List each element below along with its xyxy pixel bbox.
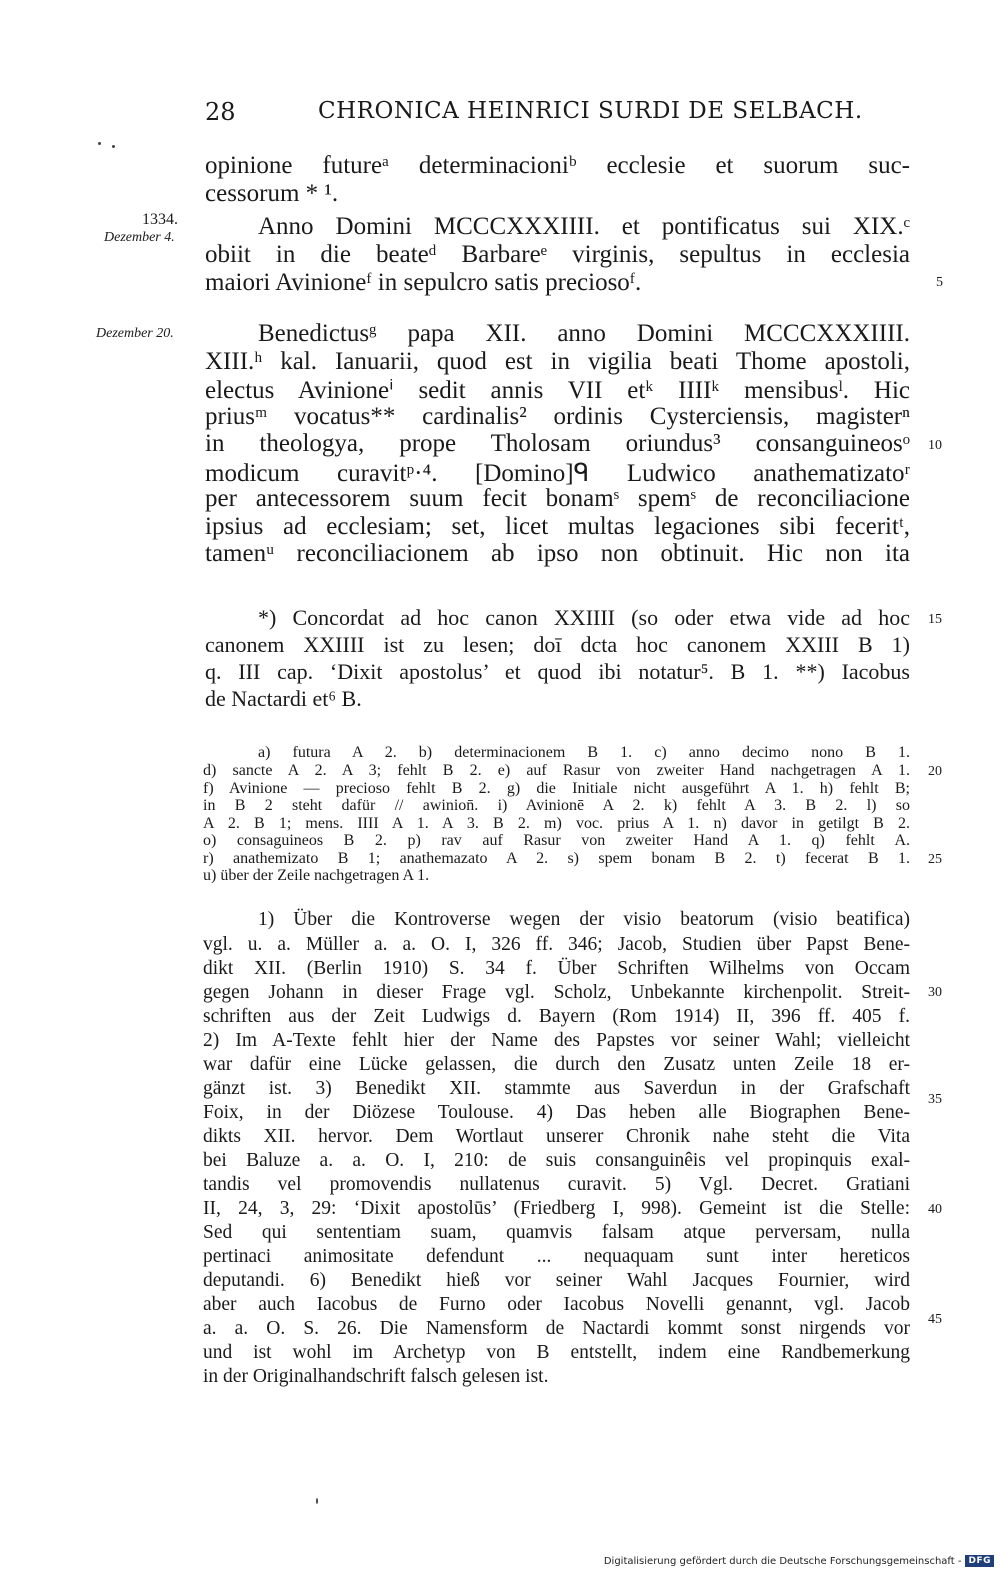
- dfg-logo: DFG: [965, 1555, 994, 1567]
- line-number: 30: [928, 985, 942, 1000]
- page-number: 28: [205, 98, 236, 126]
- main-text-line: obiit in die beateᵈ Barbareᵉ virginis, sepultus in ecclesia: [205, 241, 910, 268]
- note-line: 2) Im A-Texte fehlt hier der Name des Papstes vor seiner Wahl; vielleicht: [203, 1030, 910, 1051]
- note-line: schriften aus der Zeit Ludwigs d. Bayern (Rom 1914) II, 396 ff. 405 f.: [203, 1006, 910, 1027]
- note-line: tandis vel promovendis nullatenus curavit. 5) Vgl. Decret. Gratiani: [203, 1174, 910, 1195]
- main-text-line: per antecessorem suum fecit bonamˢ spemˢ de reconciliacione: [205, 485, 910, 512]
- apparatus-line: u) über der Zeile nachgetragen A 1.: [203, 867, 430, 884]
- main-text-line: modicum curavitᵖ·⁴. [Domino]ᑫ Ludwico anathematizatoʳ: [205, 460, 910, 487]
- main-text-line: Anno Domini MCCCXXXIIII. et pontificatus sui XIX.ᶜ: [258, 213, 910, 240]
- star-note-line: de Nactardi et⁶ B.: [205, 686, 362, 711]
- star-note-line: *) Concordat ad hoc canon XXIIII (so oder etwa vide ad hoc: [258, 605, 910, 630]
- note-line: war dafür eine Lücke gelassen, die durch den Zusatz unten Zeile 18 er-: [203, 1054, 910, 1075]
- digitization-credit: [604, 1555, 994, 1567]
- note-line: und ist wohl im Archetyp von B entstellt, indem eine Randbemerkung: [203, 1342, 910, 1363]
- running-title: CHRONICA HEINRICI SURDI DE SELBACH.: [318, 98, 863, 124]
- note-line: dikts XII. hervor. Dem Wortlaut unserer Chronik nahe steht die Vita: [203, 1126, 910, 1147]
- apparatus-line: r) anathemizato B 1; anathemazato A 2. s) spem bonam B 2. t) fecerat B 1.: [203, 850, 910, 867]
- note-line: Sed qui sententiam suam, quamvis falsam atque perversam, nulla: [203, 1222, 910, 1243]
- main-text-line: ipsius ad ecclesiam; set, licet multas legaciones sibi feceritᵗ,: [205, 513, 910, 540]
- scan-speck: [316, 1498, 318, 1504]
- star-note-line: q. III cap. ‘Dixit apostolus’ et quod ibi notatur⁵. B 1. **) Iacobus: [205, 659, 910, 684]
- line-number: 20: [928, 764, 942, 779]
- main-text-line: cessorum * ¹.: [205, 180, 339, 207]
- note-line: in der Originalhandschrift falsch gelesen ist.: [203, 1366, 549, 1387]
- note-line: bei Baluze a. a. O. I, 210: de suis consanguinêis vel propinquis exal-: [203, 1150, 910, 1171]
- note-line: 1) Über die Kontroverse wegen der visio beatorum (visio beatifica): [258, 909, 910, 930]
- apparatus-line: o) consaguineos B 2. p) rav auf Rasur von zweiter Hand A 1. q) fehlt A.: [203, 832, 910, 849]
- line-number: 5: [936, 275, 943, 290]
- note-line: pertinaci animositate defendunt ... nequaquam sunt inter hereticos: [203, 1246, 910, 1267]
- line-number: 45: [928, 1312, 942, 1327]
- apparatus-line: d) sancte A 2. A 3; fehlt B 2. e) auf Rasur von zweiter Hand nachgetragen A 1.: [203, 762, 910, 779]
- margin-date: Dezember 4.: [104, 230, 175, 245]
- main-text-line: maiori Avinioneᶠ in sepulcro satis preciosoᶠ.: [205, 269, 642, 296]
- note-line: a. a. O. S. 26. Die Namensform de Nactardi kommt sonst nirgends vor: [203, 1318, 910, 1339]
- star-note-line: canonem XXIIII ist zu lesen; doī dcta hoc canonem XXIII B 1): [205, 632, 910, 657]
- note-line: gegen Johann in dieser Frage vgl. Scholz, Unbekannte kirchenpolit. Streit-: [203, 982, 910, 1003]
- note-line: vgl. u. a. Müller a. a. O. I, 326 ff. 346; Jacob, Studien über Papst Bene-: [203, 934, 910, 955]
- margin-year: 1334.: [142, 211, 178, 228]
- note-line: II, 24, 3, 29: ‘Dixit apostolūs’ (Friedberg I, 998). Gemeint ist die Stelle:: [203, 1198, 910, 1219]
- main-text-line: priusᵐ vocatus** cardinalis² ordinis Cysterciensis, magisterⁿ: [205, 403, 910, 430]
- apparatus-line: in B 2 steht dafür // awinion̄. i) Avinionē A 2. k) fehlt A 3. B 2. l) so: [203, 797, 910, 814]
- main-text-line: opinione futureᵃ determinacioniᵇ ecclesie et suorum suc-: [205, 152, 910, 179]
- line-number: 10: [928, 438, 942, 453]
- note-line: Foix, in der Diözese Toulouse. 4) Das heben alle Biographen Bene-: [203, 1102, 910, 1123]
- note-line: gänzt ist. 3) Benedikt XII. stammte aus Saverdun in der Grafschaft: [203, 1078, 910, 1099]
- line-number: 25: [928, 852, 942, 867]
- line-number: 35: [928, 1092, 942, 1107]
- main-text-line: in theologya, prope Tholosam oriundus³ consanguineosᵒ: [205, 430, 910, 457]
- scan-speck: [98, 142, 101, 145]
- margin-date: Dezember 20.: [96, 326, 174, 341]
- main-text-line: Benedictusᵍ papa XII. anno Domini MCCCXXXIIII.: [258, 320, 910, 347]
- apparatus-line: A 2. B 1; mens. IIII A 1. A 3. B 2. m) voc. prius A 1. n) davor in getilgt B 2.: [203, 815, 910, 832]
- main-text-line: tamenᵘ reconciliacionem ab ipso non obtinuit. Hic non ita: [205, 540, 910, 567]
- scan-speck: [112, 145, 115, 148]
- note-line: aber auch Iacobus de Furno oder Iacobus Novelli genannt, vgl. Jacob: [203, 1294, 910, 1315]
- credit-text: Digitalisierung gefördert durch die Deutsche Forschungsgemeinschaft -: [603, 1555, 962, 1567]
- main-text-line: XIII.ʰ kal. Ianuarii, quod est in vigilia beati Thome apostoli,: [205, 348, 910, 375]
- note-line: dikt XII. (Berlin 1910) S. 34 f. Über Schriften Wilhelms von Occam: [203, 958, 910, 979]
- main-text-line: electus Avinioneⁱ sedit annis VII etᵏ IIIIᵏ mensibusˡ. Hic: [205, 377, 910, 404]
- apparatus-line: f) Avinione — precioso fehlt B 2. g) die Initiale nicht ausgeführt A 1. h) fehlt B;: [203, 780, 910, 797]
- note-line: deputandi. 6) Benedikt hieß vor seiner Wahl Jacques Fournier, wird: [203, 1270, 910, 1291]
- apparatus-line: a) futura A 2. b) determinacionem B 1. c) anno decimo nono B 1.: [258, 744, 910, 761]
- line-number: 40: [928, 1202, 942, 1217]
- line-number: 15: [928, 612, 942, 627]
